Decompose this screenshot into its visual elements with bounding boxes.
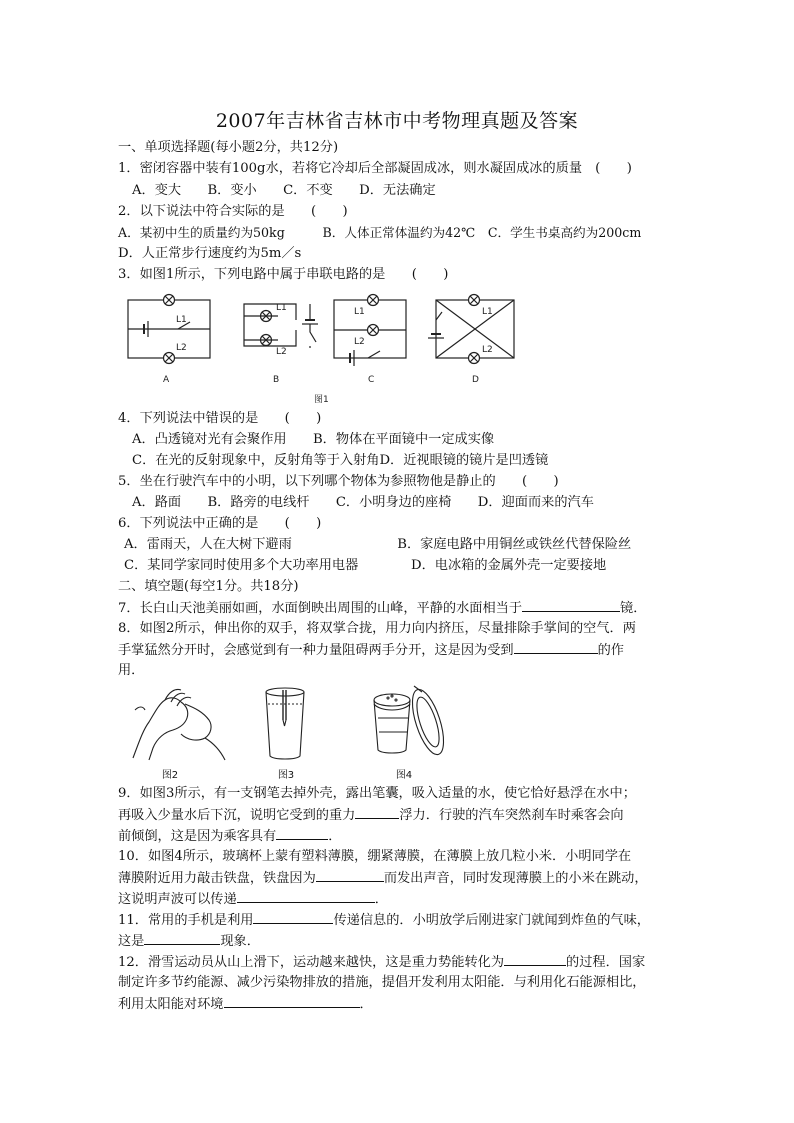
q9-line2: [118, 806, 624, 825]
circuit-c-lamp1-label: L1: [354, 307, 365, 317]
q5-stem: 5．坐在行驶汽车中的小明，以下列哪个物体为参照物他是静止的 ( ): [118, 474, 559, 489]
circuit-label-b: B: [273, 375, 280, 385]
circuit-a-lamp2-label: L2: [176, 343, 187, 353]
q6-options-line2: C．某同学家同时使用多个大功率用电器 D．电冰箱的金属外壳一定要接地: [124, 558, 607, 573]
q12-line3: [118, 995, 373, 1014]
figure-4-cup-and-plate: [370, 682, 450, 762]
q12-line1: [118, 953, 645, 972]
q7-text: [118, 599, 646, 618]
circuit-b-lamp1-label: L1: [276, 303, 287, 313]
circuit-d-lamp1-label: L1: [482, 307, 493, 317]
figure-1-caption: 图1: [314, 395, 329, 405]
circuit-b-lamp2-label: L2: [276, 347, 287, 357]
q1-options: A．变大 B．变小 C．不变 D．无法确定: [132, 183, 436, 198]
q9-answer-blank-2[interactable]: [276, 827, 328, 840]
q7-text-a: 7．长白山天池美丽如画，水面倒映出周围的山峰，平静的水面相当于: [118, 601, 523, 616]
figure-4-caption: 图4: [395, 770, 413, 781]
q8-line2-b: 的作: [597, 643, 624, 658]
q10-line3-b: ．: [374, 892, 388, 907]
q7-text-b: 镜．: [620, 601, 647, 616]
q10-line3: [118, 890, 388, 909]
q8-line2: [118, 641, 624, 660]
q11-line2: [118, 932, 260, 951]
circuit-c: [334, 295, 406, 367]
q11-line2-b: 现象．: [220, 934, 260, 949]
q12-line2: 制定许多节约能源、减少污染物排放的措施，提倡开发利用太阳能．与利用化石能源相比，: [118, 975, 646, 990]
q10-answer-blank-1[interactable]: [316, 869, 384, 882]
q8-line1: 8．如图2所示，伸出你的双手，将双掌合拢，用力向内挤压，尽量排除手掌间的空气．两: [118, 621, 636, 636]
q11-line1: [118, 911, 650, 930]
circuit-label-a: A: [163, 375, 170, 385]
figure-3-glass: [262, 686, 308, 762]
q12-line1-b: 的过程．国家: [566, 955, 646, 970]
q2-options-line1: A．某初中生的质量约为50kg B．人体正常体温约为42℃ C．学生书桌高约为200cm: [118, 225, 642, 240]
q8-line3: 用．: [118, 663, 145, 678]
q11-answer-blank-1[interactable]: [253, 911, 333, 924]
q7-answer-blank[interactable]: [522, 599, 620, 612]
figure-1-circuits: [118, 290, 538, 410]
section-heading-choice: 一、单项选择题(每小题2分，共12分): [118, 140, 339, 155]
q9-line2-b: 浮力．行驶的汽车突然刹车时乘客会向: [399, 808, 624, 823]
q2-options-line2: D．人正常步行速度约为5m／s: [118, 246, 302, 261]
q1-stem: 1．密闭容器中装有100g水，若将它冷却后全部凝固成冰，则水凝固成冰的质量 ( ): [118, 161, 632, 176]
q5-options: A．路面 B．路旁的电线杆 C．小明身边的座椅 D．迎面而来的汽车: [132, 495, 594, 510]
q10-line1: 10．如图4所示，玻璃杯上蒙有塑料薄膜，绷紧薄膜，在薄膜上放几粒小米．小明同学在: [118, 849, 632, 864]
q4-stem: 4．下列说法中错误的是 ( ): [118, 411, 322, 426]
q12-line1-a: 12．滑雪运动员从山上滑下，运动越来越快，这是重力势能转化为: [118, 955, 505, 970]
circuit-label-c: C: [368, 375, 375, 385]
q9-line2-a: 再吸入少量水后下沉，说明它受到的重力: [118, 808, 356, 823]
figure-3-caption: 图3: [277, 770, 295, 781]
section-heading-fill: 二、填空题(每空1分。共18分): [118, 579, 299, 594]
q9-line3-a: 前倾倒，这是因为乘客具有: [118, 829, 277, 844]
q6-stem: 6．下列说法中正确的是 ( ): [118, 516, 322, 531]
circuit-d: [428, 295, 514, 364]
q9-line3: [118, 827, 341, 846]
circuit-a: [128, 295, 210, 364]
q12-line3-a: 利用太阳能对环境: [118, 997, 224, 1012]
q10-line2-b: 而发出声音，同时发现薄膜上的小米在跳动，: [383, 871, 648, 886]
q12-answer-blank-2[interactable]: [224, 995, 360, 1008]
q4-options-line1: A．凸透镜对光有会聚作用 B．物体在平面镜中一定成实像: [132, 432, 495, 447]
figure-2-caption: 图2: [161, 770, 179, 781]
q4-options-line2: C．在光的反射现象中，反射角等于入射角D．近视眼镜的镜片是凹透镜: [132, 453, 549, 468]
q10-answer-blank-2[interactable]: [237, 890, 375, 903]
circuit-d-lamp2-label: L2: [482, 345, 493, 355]
q11-line1-a: 11．常用的手机是利用: [118, 913, 254, 928]
q10-line2-a: 薄膜附近用力敲击铁盘，铁盘因为: [118, 871, 316, 886]
q3-stem: 3．如图1所示，下列电路中属于串联电路的是 ( ): [118, 267, 449, 282]
circuit-c-lamp2-label: L2: [354, 337, 365, 347]
circuit-a-lamp1-label: L1: [176, 315, 187, 325]
q2-stem: 2．以下说法中符合实际的是 ( ): [118, 204, 348, 219]
page-title: 2007年吉林省吉林市中考物理真题及答案: [215, 110, 579, 132]
figure-2-hands: [125, 682, 275, 762]
q6-options-line1: A．雷雨天，人在大树下避雨 B．家庭电路中用铜丝或铁丝代替保险丝: [124, 537, 632, 552]
q9-line1: 9．如图3所示，有一支钢笔去掉外壳，露出笔囊，吸入适量的水，使它恰好悬浮在水中；: [118, 786, 636, 801]
q11-line1-b: 传递信息的．小明放学后刚进家门就闻到炸鱼的气味，: [333, 913, 650, 928]
q8-answer-blank[interactable]: [514, 641, 598, 654]
circuit-label-d: D: [472, 375, 479, 385]
q8-line2-a: 手掌猛然分开时，会感觉到有一种力量阻碍两手分开，这是因为受到: [118, 643, 514, 658]
q11-line2-a: 这是: [118, 934, 145, 949]
q9-answer-blank-1[interactable]: [355, 806, 399, 819]
q10-line2: [118, 869, 648, 888]
q11-answer-blank-2[interactable]: [144, 932, 220, 945]
q10-line3-a: 这说明声波可以传递: [118, 892, 237, 907]
q9-line3-b: ．: [328, 829, 342, 844]
q12-line3-b: ．: [359, 997, 373, 1012]
q12-answer-blank-1[interactable]: [504, 953, 566, 966]
